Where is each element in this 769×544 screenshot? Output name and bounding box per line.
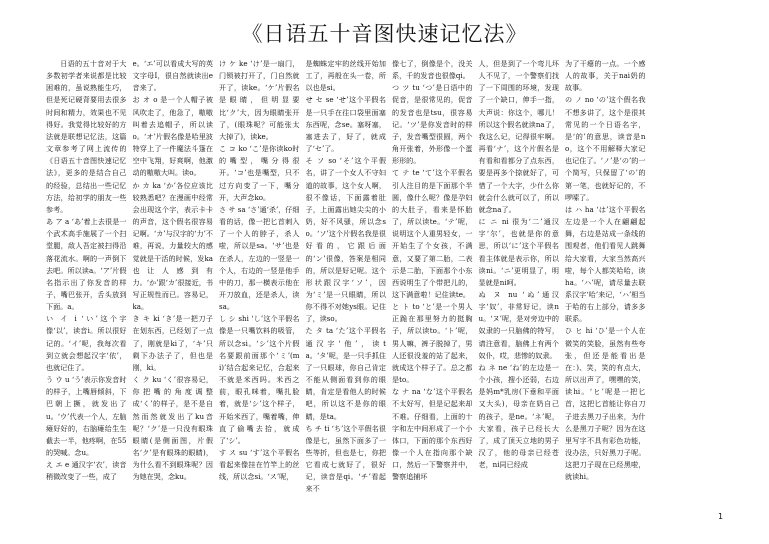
paragraph: ち チ ti ‘ち’这个平假名很像是七，虽然下面多了一些等折，但也是七，你把它看成七就好了，很好记，读音是qi。‘チ’看起来不 <box>305 423 386 494</box>
paragraph: に ニ ni 很为‘二’通汉字‘尔’，也就是你的意思，所以‘に’这个平假名看主体就是表示你，所以读ni。‘ニ’更明显了，明显就是ni呵。 <box>478 217 559 287</box>
paragraph: う ウ u ‘う’表示你发音时的样子，上嘴唇倾斜，下巴朝上撅，就发出了u。‘ウ’代表一个人，左脑瘫好好的，右脑瘫给生生截去一半，他疼啊，在55的哭喊。念u。 <box>46 375 127 457</box>
paragraph: の ノ no ‘の’这个假名我不想多讲了，这个是很其常见的一个日语名字，是‘的’的意思，读音是no，这个不用解释大家记也记住了。‘ノ’是‘の’的一个简写，只保留了‘の’的第一笔，也就好记的，不啰嗦了。 <box>565 95 646 202</box>
text-column <box>133 58 214 526</box>
paragraph: さ サ sa ‘さ’通‘杀’，仔细看的话，像一把匕首刺入了一个人的脖子，杀人啦，所以是sa。‘サ’也是在杀人，左边的一竖是一个人，右边的一竖是他手中的刀，那一横表示他在开刀放血，还是杀人，读sa。 <box>219 204 300 312</box>
paragraph: き キ ki ‘き’是一把刀子在划东西，已经划了一点了，刚就是ki了，‘キ’只剩下办法子了，但也是刚，ki。 <box>132 314 213 372</box>
paragraph: え エ e 通汉字‘衣’，读音稍微改变了一些，成了 <box>46 460 127 482</box>
paragraph: ぬ ヌ nu ‘ぬ’通汉字‘奴’，非常好记，读nu。‘ヌ’呢，是对旁边中的奴隶的一只脑佛的特写，请注意看，脑佛上有两个奴仆，哎，悲惨的奴隶。 <box>478 289 559 360</box>
paragraph: か カ ka ‘か’各位应该比较熟悉吧？在漫画中经常会出现这个字，表示卡卡的声音，这个假名很容易记啊。‘カ’与汉字的‘力’不难，再说，力量较大的感觉就是干活的时候，发ka也让人感到有力。‘か’跟‘カ’很接近，书写正规性而已。容易记，ka。 <box>132 180 213 312</box>
paragraph: せ セ se ‘せ’这个平假名是一只手在往口袋里面塞东西呢，念se。塞呀塞，塞进去了，好了，就成了‘セ’了。 <box>305 95 386 154</box>
text-column <box>392 58 473 526</box>
paragraph: e。‘エ’可以看成大写的英文字母I，很自然就读出e音来了。 <box>132 59 213 93</box>
paragraph: 日语的五十音对于大多数初学者来说都是比较困难的，虽说熟能生巧，但是死记硬背要用去很多时间和精力，效果也不见得好。我觉得比较好的方法就是联想记忆法，这篇文章参考了网上流传的《日语五十音图快速记忆法》，更多的是结合自己的经验，总结出一些记忆方法，给初学的朋友一些参考。 <box>46 59 127 214</box>
paragraph: け ケ ke ‘け’是一扇门，门锁被打开了，门自然就开了，读ke。‘ケ’片假名是眼睛，但明显要比‘ク’大，因为眼睛张开了，(眼珠呢？可能张太大掉了)，读ke。 <box>219 59 300 141</box>
paragraph: ひ ヒ hi ‘ひ’是一个人在微笑的笑脸，虽然有些夸张，但还是能看出是在：)、笑，笑的有点大，所以出声了，嘿嘿的笑，读hi。‘ヒ’呢是一把匕首，这把匕首能让你自刀子进去黑刀子出来，为什么是黑刀子呢？因为在这里写字不具有彩色功能，没办法，只好黑刀子呢。这把刀子现在已经黑啦，就读hi。 <box>565 326 646 482</box>
text-column <box>46 58 127 526</box>
page-number: 1 <box>718 512 724 521</box>
paragraph: く ク ku ‘く’很容易记，你把嘴的角度调整成‘く’的样子，是不是自然而然就发出了ku音呢？‘ク’是一只没有眼珠眼睛(是侧面图，片假名‘ク’是有眼珠的眼睛)，为什么看不到眼珠呢？因为她在哭，念ku。 <box>132 375 213 482</box>
paragraph: あ ア a ‘あ’着上去很是一个武术高手施展了一个扫堂腿，敌人吾定被扫得沿落花流水。啊的一声倒下去吧。所以读a。‘ア’片假名指示出了你发音的样子，嘴巴张开，舌头放到下面。a。 <box>46 217 127 312</box>
text-column <box>479 58 560 526</box>
paragraph: て テ te ‘て’这个平假名引人注目的是下面那个半圆，像什么呢？像是孕妇的大肚子，看来是怀胎了，所以读te。‘テ’呢，说明这个人重男轻女，一开始生了个女孩，不满意，又要了第二胎，二表示是二胎，下面那个小东西说明生了个带把儿的，这下满意啦！记住读te。 <box>392 168 473 299</box>
paragraph: は ハ ha ‘は’这个平假名左边是一个人在翩翩起舞，右边是站成一条线的围观者，他们看见人跳舞给大家看，大家当然高兴啦，每个人都笑哈哈，读ha。‘ハ’呢，请尽量去联系汉字‘哈’来记，‘ハ’相当于哈的右上部分，请多多联系。 <box>565 204 646 324</box>
paragraph: い イ i ‘い’这个字像‘以’，读音i。所以很好记的。‘イ’呢，我每次看到立就会想起汉字‘依’，也就记住了。 <box>46 314 127 372</box>
paragraph: つ ツ tu ‘つ’是日语中的促音，是很常见的，促音的发音也是tsu，很容易记。‘ツ’是你发音时的样子，发音嘴型很圆，两个角开张着，外形像一个蛋形形的。 <box>392 83 473 166</box>
paragraph: す ス su ‘す’这个平假名看起来像挂在竹竿上的丝线，所以念si。‘ス’呢， <box>219 448 300 482</box>
page-title: 《日语五十音图快速记忆法》 <box>241 22 528 46</box>
text-column <box>219 58 300 526</box>
paragraph: と ト to ‘と’是一个男人正跪在那里努力的挺胸子，所以读to。‘ト’呢，男人嘛，裤子脱掉了，男人还很没羞的站了起来，就成这个样子了。总之都是to。 <box>392 302 473 385</box>
paragraph: 人，但是到了一个弯儿坏人不见了，一个警察们找了一下周围的环境，发现了一个缺口，伸手一指，大声说：你这个，哪儿！所以这个假名就读na了，我这么记，记得很牢啊。再看‘ナ’，这个片假名是有看和看都分了点东西，要是再多个捺就好了，可惜了一个大字，少什么你就会什么就可以了，所以就念na了。 <box>478 59 559 214</box>
paragraph: こ コ ko ‘こ’是你读ko时的嘴型，嘴分得很开。‘コ’也是嘴型，只不过方向变了一下，嘴分开，大声念ko。 <box>219 144 300 202</box>
text-column <box>565 58 646 526</box>
paragraph: 为了干瘪的一点。一个感人的故事，关于nai奶的故事。 <box>565 59 646 93</box>
text-columns <box>46 58 726 526</box>
paragraph: し シ shi ‘し’这个平假名像是一只嘴饮料的吸管，所以念si。‘シ’这个片假名要跟前面那个‘ミ’(mi)’结合起来记忆，合起来不就是米西吗。米西之前，眼孔咪着，嘴扎脸着，就是‘シ’这个样子，开始米西了，嘴着嘴，伸直了偷嘴去拾，就成了‘シ’。 <box>219 314 300 445</box>
paragraph: 是蜘蛛定牢的丝线开始加工了，再般在头一卷，所以也是si。 <box>305 59 386 93</box>
paragraph: お オ o 是一个人帽子被风吹走了，他急了，嗷嗷叫着去追帽子，所以读o。‘オ’片假名像是哈里波特穿上了一件魔法斗篷在空中飞翔，好爽啊，他激动的嗷嗷大叫。读o。 <box>132 95 213 178</box>
paragraph: 像七了，倒像是个，没关系，千的发音也很像qi。 <box>392 59 473 81</box>
text-column <box>306 58 387 526</box>
paragraph: ね ネ ne ‘ね’的左边是一个小孩，搜小还弱，右边是妈m*乳房(下垂和平面又大头)，母亲在奶自己的孩子，是ne。‘ネ’呢，大家看，孩子已经长大了，成了顶天立地的男子汉了，他的母亲已经苍老，ni同已经成 <box>478 362 559 470</box>
paragraph: な ナ na ‘な’这个平假名不太好写，但是记起来却不难。仔细看，上面的十字和左中间形成了一个小体口，下面的那个东西好像一个人在指向那个缺口，然后一下警察并中，警察追捕坏 <box>392 387 473 482</box>
paragraph: そ ソ so ‘そ’这个平假名，讲了一个女人不守妇道的故事，这个女人啊，很不像话，下面露着肚子，上面露出她尖尖的小奶，好不风骚，所以念so。‘ソ’这个片假名我是很好看的，它跟后面的‘ン’很像，答案是相同的，所以是好记呢。这个形状跟汉字‘ソ’，因为‘ミ’是一只眼睛，所以你不得不对她ys眼。记住了，读so。 <box>305 156 386 324</box>
paragraph: た タ ta ‘た’这个平假名通汉字‘他’，读ta。‘タ’呢，是一只手抓住了一只眼球，你自己肯定不能从侧面看到你的眼睛，肯定是看他人的时候吧，所以这不是你的眼睛，是ta。 <box>305 326 386 421</box>
